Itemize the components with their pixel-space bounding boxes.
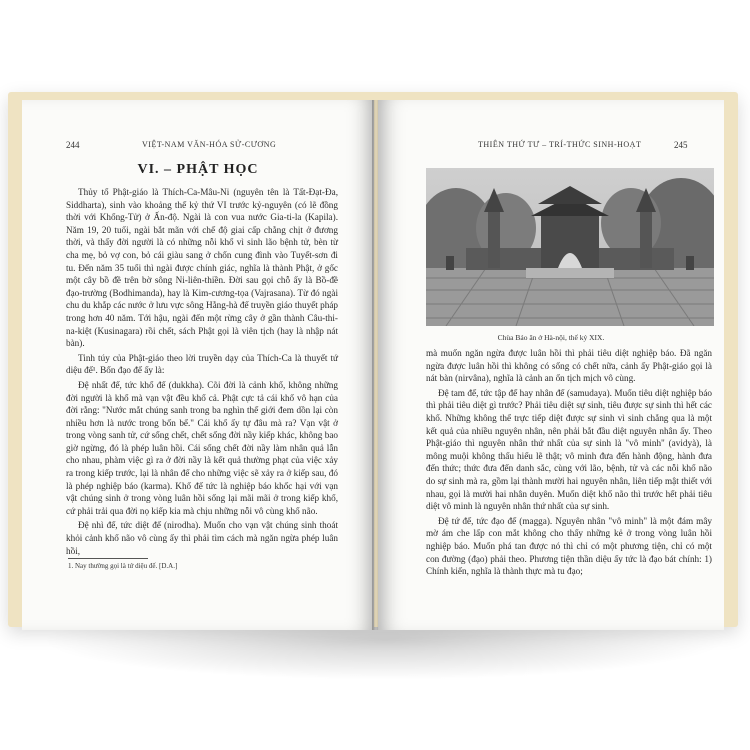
paragraph: Đệ tứ đế, tức đạo đế (magga). Nguyên nhân "vô minh" là một đám mây mờ ám che lấp con mắt không cho thấy những kẻ ở trong vòng luân hồi nghiệp báo. Muốn phá tan được nó thì chỉ có một phương tiện, chỉ có một con đường (đạo) phải theo. Phương tiện thần diệu ấy tức là đạo bát chính: 1) Chính kiến, nghĩa là thành thực mà tu đạo;	[426, 515, 712, 577]
right-body-text	[426, 347, 712, 580]
paragraph: Tinh túy của Phật-giáo theo lời truyền dạy của Thích-Ca là thuyết tứ diệu đế¹. Bốn đạo đế ấy là:	[66, 352, 338, 376]
pagoda-photo	[426, 168, 714, 326]
paragraph: Đệ tam đế, tức tập đế hay nhân đế (samudaya). Muốn tiêu diệt nghiệp báo thì phải tiêu diệt gì trước? Phải tiêu diệt sự sinh, tiêu được sự sinh thì hết các khổ. Những không thể trực tiếp diệt được sự sinh vì sinh chẳng qua là một kết quả của nhiều nguyên nhân, nên phải bắt đầu diệt nguyên nhân ấy. Theo Phật-giáo thì nguyên nhân thứ nhất của sự sinh là "vô minh" (avidyà), là mông muội không thấu hiểu lẽ thật; vô minh đưa đến hành động, hành đưa đến thức; thức đưa đến danh sắc, cùng với lão, bệnh, tử và các nỗi khổ não do sự sinh mà ra, gồm lại thành mười hai nguyên nhân, liên tiếp mật thiết với nhau, gọi là mười hai nhân duyên. Muốn diệt khổ não thì trước hết phải tiêu diệt vô minh là nguyên nhân thứ nhất của sự sinh.	[426, 387, 712, 512]
paragraph: mà muốn ngăn ngừa được luân hồi thì phải tiêu diệt nghiệp báo. Đã ngăn ngừa được luân hồi thì không có sống có chết nữa, cảnh ấy Phật-giáo gọi là nát bàn (nirvâna), nghĩa là cảnh an ổn tịch mịch vô cùng.	[426, 348, 712, 384]
footnote-rule	[68, 558, 148, 559]
footnote: 1. Nay thường gọi là tứ diệu đế. [D.A.]	[68, 562, 178, 570]
photo-caption: Chùa Báo ân ở Hà-nội, thế kỷ XIX.	[497, 333, 605, 342]
right-running-head: THIÊN THỨ TƯ – TRÍ-THỨC SINH-HOẠT	[478, 140, 642, 149]
section-heading: VI. – PHẬT HỌC	[137, 162, 259, 177]
pagoda-illustration	[426, 168, 714, 326]
paragraph: Đệ nhất đế, tức khổ đế (dukkha). Cõi đời là cảnh khổ, không những đời người là khổ mà vạn vật đều khổ cả. Phật cực tả cái khổ vô hạn của đời rằng: "Nước mắt chúng sanh trong ba nghìn thế giới đem dồn lại còn nhiều hơn là nước trong bốn bể." Cái khổ ấy tự đâu mà ra? Vạn vật ở trong vòng sanh tử, cứ sống chết, chết sống đời nầy kiếp khác, không bao giờ ngừng, đó là phép luân hồi. Cái sống chết đời nầy làm nhân quả lẫn cho nhau, phàm việc gì ra ở đời nầy là kết quả thường phạt của việc xảy ra trong kiếp trước, lại là nhân để cho những việc sẽ xảy ra ở kiếp sau, đó là phép nghiệp báo (karma). Khổ đế tức là nghiệp báo khốc hại với vạn vật chúng sinh ở trong vòng luân hồi sống lại mãi mãi ở trong kiếp khổ, cứ phải trải qua đời nọ kiếp kia mà chịu những nỗi vô cùng khổ não.	[66, 379, 338, 516]
left-body-text	[66, 186, 338, 559]
right-page	[378, 100, 724, 630]
left-page-number: 244	[66, 140, 80, 150]
right-page-number: 245	[674, 140, 688, 150]
left-page	[22, 100, 374, 630]
left-running-head: VIỆT-NAM VĂN-HÓA SỬ-CƯƠNG	[142, 140, 277, 149]
paragraph: Đệ nhì đế, tức diệt đế (nirodha). Muốn cho vạn vật chúng sinh thoát khỏi cảnh khổ não vô cùng ấy thì phải tìm cách mà ngăn ngừa phép luân hồi,	[66, 520, 338, 556]
paragraph: Thủy tổ Phật-giáo là Thích-Ca-Mâu-Ni (nguyên tên là Tất-Đạt-Đa, Siddharta), sinh vào khoảng thế kỷ thứ VI trước kỷ-nguyên (có lẽ đồng thời với Khổng-Tử) ở Ấn-độ. Ngài là con vua nước Gia-ti-la (Kapila). Năm 19, 20 tuổi, ngài bắt mãn với chế độ giai cấp chằng chịt ở đương thời, và thấy đời người là có những nỗi khổ vì sinh lão bệnh tử, bèn từ cha mẹ, bỏ vợ con, bỏ cái giàu sang ở chốn cung đình vào Tuyết-sơn đi tu. Đến năm 35 tuổi thì ngài được chính giác, nghĩa là thành Phật, ở gốc một cây bồ đề trên bờ sông Ni-liên-thiền. Đời sau gọi chỗ ấy là Bồ-đề đạo-trường (Bodhimanda), hay là Kim-cương-tọa (Vajrasana). Từ đó ngài chu du khắp các nước ở lưu vực sông Hằng-hà để truyền giáo thuyết pháp trong hơn 40 năm. Tới hậu, ngài đến một rừng cây ở gần thành Câu-thi-na-kiệt (Kusinagara) rồi chết, sách Phật gọi là viên tịch (hay là nhập nát bàn).	[66, 187, 338, 349]
